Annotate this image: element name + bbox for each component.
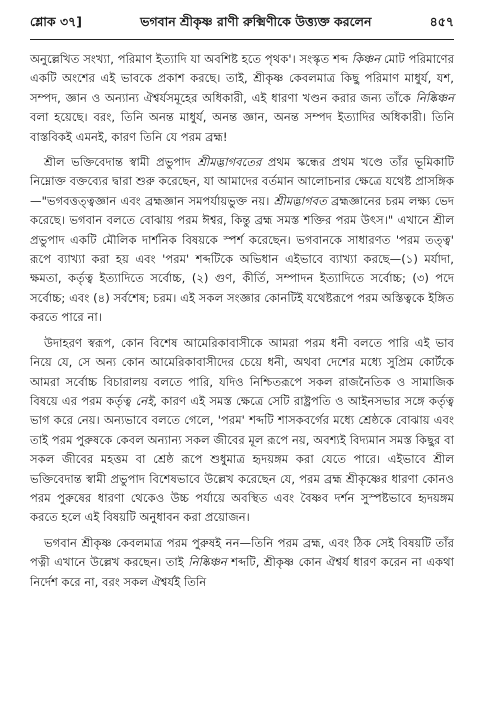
page-header [30,14,454,40]
book-page [30,14,454,598]
italic-term: শ্রীমদ্ভাগবতের [197,155,262,170]
text-segment: প্রথম স্কন্ধের প্রথম খণ্ডে তাঁর ভূমিকাটি নিম্নোক্ত বক্তব্যের দ্বারা শুরু করেছেন, যা আমাদের বর্তমান আলোচনার ক্ষেত্রে যথেষ্ট প্রাসঙ্গিক—"ভগবত্তত্ত্বজ্ঞান এবং ব্রহ্মজ্ঞান সমপর্যায়ভুক্ত নয়। [30,155,454,208]
page-number: ৪৫৭ [429,14,454,29]
italic-term: নিষ্কিঞ্চন [188,555,227,570]
verse-reference: শ্লোক ৩৭] [30,14,82,29]
paragraph [30,334,454,528]
text-segment: শ্রীল ভক্তিবেদান্ত স্বামী প্রভুপাদ [44,155,198,170]
text-segment: , কারণ এই সমস্ত ক্ষেত্রে সেটি রাষ্ট্রপতি ও আইনসভার সঙ্গে কর্তৃত্ব ভাগ করে নেয়। অন্যভাবে বলতে গেলে, 'পরম' শব্দটি শাসকবর্গের মধ্যে শ্রেষ্ঠকে বোঝায় এবং তাই পরম পুরুষকে কেবল অন্যান্য সকল জীবের মূল রূপে নয়, অবশ্যই বিদ্যমান সমস্ত কিছুর বা সকল জীবের মহত্তম বা শ্রেষ্ঠ রূপে শুধুমাত্র হৃদয়ঙ্গম করা যেতে পারে। এইভাবে শ্রীল ভক্তিবেদান্ত স্বামী প্রভুপাদ বিশেষভাবে উল্লেখ করেছেন যে, পরম ব্রহ্ম শ্রীকৃষ্ণের ধারণা কোনও পরম পুরুষের ধারণা থেকেও উচ্চ পর্যায়ে অবস্থিত এবং বৈষ্ণব দর্শন সুস্পষ্টভাবে হৃদয়ঙ্গম করতে হলে এই বিষয়টি অনুধাবন করা প্রয়োজন। [30,393,454,525]
text-segment: বলা হয়েছে। বরং, তিনি অনন্ত মাধুর্য, অনন্ত জ্ঞান, অনন্ত সম্পদ ইত্যাদির অধিকারী। তিনি বাস্তবিকই এমনই, কারণ তিনি যে পরম ব্রহ্ম! [30,110,454,144]
text-segment: শব্দটি, শ্রীকৃষ্ণ কোন ঐশ্বর্য ধারণ করেন না একথা নির্দেশ করে না, বরং সকল ঐশ্বর্যই তিনি [30,555,455,589]
chapter-title: ভগবান শ্রীকৃষ্ণ রাণী রুক্মিণীকে উত্ত্যক্ত করলেন [140,14,372,29]
paragraph [30,534,454,592]
paragraph [30,153,454,328]
text-segment: অনুল্লেখিত সংখ্যা, পরিমাণ ইত্যাদি যা অবশিষ্ট হতে পৃথক'। সংস্কৃত শব্দ [30,52,352,66]
italic-term: নেই [135,393,154,408]
text-segment: উদাহরণ স্বরূপ, কোন বিশেষ আমেরিকাবাসীকে আমরা পরম ধনী বলতে পারি এই ভাব নিয়ে যে, সে অন্য কোন আমেরিকাবাসীদের চেয়ে ধনী, অথবা দেশের মধ্যে সুপ্রিম কোর্টকে আমরা সর্বোচ্চ বিচারালয় বলতে পারি, যদিও নিশ্চিতরূপে সকল রাজনৈতিক ও সামাজিক বিষয়ে এর পরম কর্তৃত্ব [30,335,454,408]
paragraph [30,50,454,147]
italic-term: নিষ্কিঞ্চন [415,90,454,105]
body-text [30,50,454,592]
text-segment: মোট পরিমাণের একটি অংশের এই ভাবকে প্রকাশ করছে। তাই, শ্রীকৃষ্ণ কেবলমাত্র কিছু পরিমাণ মাধুর্য, যশ, সম্পদ, জ্ঞান ও অন্যান্য ঐশ্বর্যসমূহের অধিকারী, এই ধারণা খণ্ডন করার জন্য তাঁকে [30,52,455,105]
text-segment: ব্রহ্মজ্ঞানের চরম লক্ষ্য ভেদ করেছে। ভগবান বলতে বোঝায় পরম ঈশ্বর, কিন্তু ব্রহ্ম সমস্ত শক্তির পরম উৎস।" এখানে শ্রীল প্রভুপাদ একটি মৌলিক দার্শনিক বিষয়কে স্পর্শ করেছেন। ভগবানকে সাধারণত 'পরম তত্ত্ব' রূপে ব্যাখ্যা করা হয় এবং 'পরম' শব্দটিকে অভিধান এইভাবে ব্যাখ্যা করছে—(১) মর্যাদা, ক্ষমতা, কর্তৃত্ব ইত্যাদিতে সর্বোচ্চ, (২) গুণ, কীর্তি, সম্পাদন ইত্যাদিতে সর্বোচ্চ; (৩) পদে সর্বোচ্চ; এবং (৪) সর্বশেষ; চরম। এই সকল সংজ্ঞার কোনটিই যথেষ্টরূপে পরম অস্তিত্বকে ইঙ্গিত করতে পারে না। [30,193,454,325]
italic-term: কিঞ্চন [351,52,381,66]
italic-term: শ্রীমদ্ভাগবত [273,193,327,208]
text-segment: ভগবান শ্রীকৃষ্ণ কেবলমাত্র পরম পুরুষই নন—তিনি পরম ব্রহ্ম, এবং ঠিক সেই বিষয়টি তাঁর পত্নী এখানে উল্লেখ করছেন। তাই [30,535,454,570]
